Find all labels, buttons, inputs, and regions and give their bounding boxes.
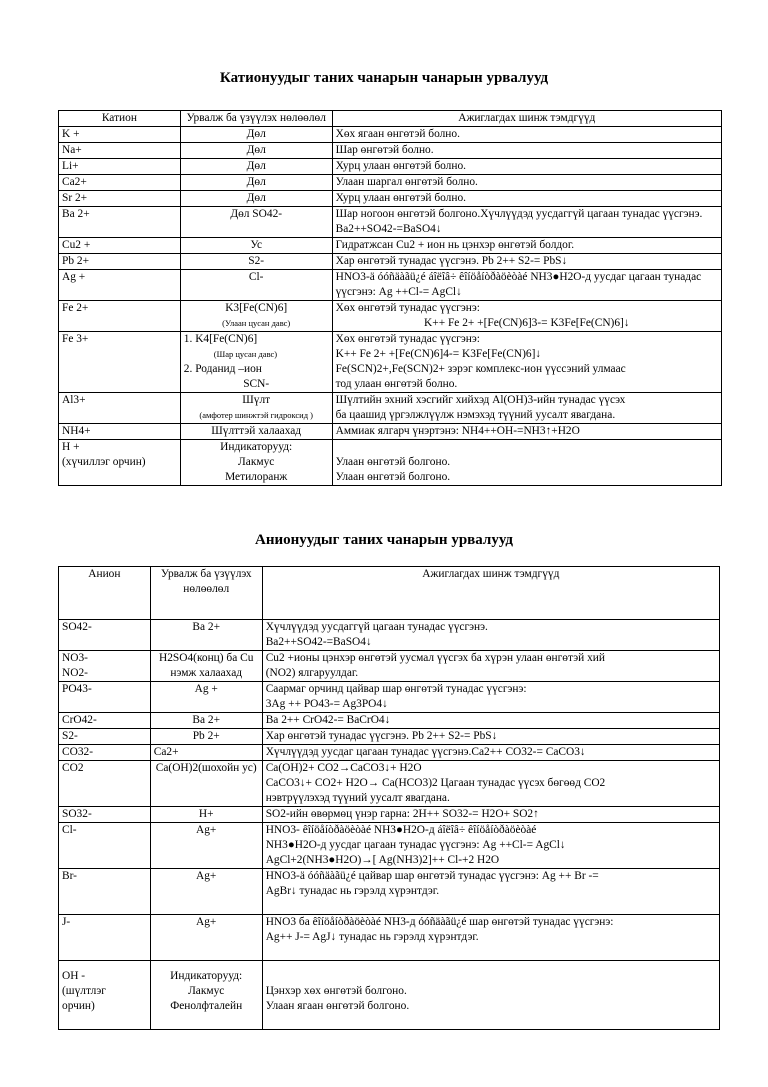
table-row [59, 254, 722, 270]
reagent-cell [180, 393, 332, 424]
observation-line: Ag++ J-= AgJ↓ тунадас нь гэрэлд хүрэнтдэг. [265, 931, 479, 943]
reagent-cell: Дөл [180, 143, 332, 159]
table-row [59, 682, 720, 713]
header-observation: Ажиглагдах шинж тэмдгүүд [262, 567, 719, 620]
observation-cell [262, 915, 719, 961]
ion-cell: Ba 2+ [59, 207, 181, 238]
observation-line: Шүлтийн эхний хэсгийг хийхэд Al(OH)3-ийн тунадас үүсэх [335, 394, 626, 406]
ion-cell: K + [59, 127, 181, 143]
ion-cell: SO32- [59, 807, 151, 823]
reagent-cell: Дөл [180, 127, 332, 143]
observation-line: HNO3 ба êîíöåíòðàöèòàé NH3-д óóñäàãü¿é шар өнгөтэй тунадас үүсгэнэ: [265, 916, 614, 928]
observation-line: HNO3-ä óóñäàãü¿é цайвар шар өнгөтэй тунадас үүсгэнэ: Ag ++ Br -= [265, 870, 599, 882]
observation-line: нэвтрүүлэхэд түүний уусалт явагдана. [265, 792, 450, 804]
observation-line: Улаан ягаан өнгөтэй болгоно. [265, 1000, 410, 1012]
observation-cell: HNO3-ä óóñäàãü¿é áîëîâ÷ êîíöåíòðàöèòàé NH3●H2O-д уусдаг цагаан тунадас үүсгэнэ: Ag ++Cl-= AgCl↓ [332, 270, 721, 301]
observation-line: K++ Fe 2+ +[Fe(CN)6]4-= K3Fe[Fe(CN)6]↓ [335, 348, 542, 360]
reagent-cell: Дөл [180, 159, 332, 175]
reagent-cell: Ag + [150, 682, 262, 713]
reagent-cell: Дөл [180, 175, 332, 191]
observation-line: (NO2) ялгаруулдаг. [265, 667, 359, 679]
observation-line: K++ Fe 2+ +[Fe(CN)6]3-= K3Fe[Fe(CN)6]↓ [424, 317, 630, 329]
observation-line: Fe(SCN)2+,Fe(SCN)2+ зэрэг комплекс-ион үүссэний улмаас [335, 363, 626, 375]
observation-cell [262, 651, 719, 682]
reagent-cell: Дөл SO42- [180, 207, 332, 238]
observation-line: AgCl+2(NH3●H2O)→[ Ag(NH3)2]++ Cl-+2 H2O [265, 854, 500, 866]
ion-cell: CO2 [59, 761, 151, 807]
observation-line: Ca(OH)2+ CO2→CaCO3↓+ H2O [265, 762, 422, 774]
ion-cell [59, 651, 151, 682]
observation-cell: Хурц улаан өнгөтэй болно. [332, 191, 721, 207]
reagent-cell: Ca(OH)2(шохойн ус) [150, 761, 262, 807]
ion-cell: Cu2 + [59, 238, 181, 254]
observation-cell [332, 332, 721, 393]
observation-cell [332, 440, 721, 486]
reagent-text: Лакмус [238, 456, 275, 468]
reagent-note: (Улаан цусан давс) [222, 318, 291, 328]
table-row [59, 961, 720, 1030]
ion-text: NO2- [62, 667, 88, 679]
reagent-text: 1. K4[Fe(CN)6] [183, 333, 258, 345]
table-row [59, 761, 720, 807]
table-row [59, 175, 722, 191]
observation-cell [262, 682, 719, 713]
reagent-text: Лакмус [188, 985, 225, 997]
table-row [59, 440, 722, 486]
table-row [59, 915, 720, 961]
ion-cell: Ag + [59, 270, 181, 301]
reagent-cell: Ag+ [150, 915, 262, 961]
observation-line: Улаан өнгөтэй болгоно. [335, 471, 451, 483]
reagent-text: Метилоранж [225, 471, 288, 483]
observation-cell: Гидратжсан Cu2 + ион нь цэнхэр өнгөтэй болдог. [332, 238, 721, 254]
observation-line: Хөх өнгөтэй тунадас үүсгэнэ: [335, 302, 480, 314]
reagent-cell: Ag+ [150, 823, 262, 869]
ion-cell: PO43- [59, 682, 151, 713]
ion-cell: CrO42- [59, 713, 151, 729]
reagent-cell [180, 440, 332, 486]
ion-cell: Pb 2+ [59, 254, 181, 270]
observation-cell: Хар өнгөтэй тунадас үүсгэнэ. Pb 2++ S2-= PbS↓ [262, 729, 719, 745]
ion-cell: Li+ [59, 159, 181, 175]
ion-text: OH - [62, 970, 86, 982]
table-row [59, 143, 722, 159]
table-row [59, 393, 722, 424]
table-row [59, 869, 720, 915]
table-row [59, 807, 720, 823]
reagent-cell: Cl- [180, 270, 332, 301]
observation-cell: Ba 2++ CrO42-= BaCrO4↓ [262, 713, 719, 729]
observation-cell: Шар ногоон өнгөтэй болгоно.Хүчлүүдэд уусдаггүй цагаан тунадас үүсгэнэ. Ba2++SO42-=BaSO4↓ [332, 207, 721, 238]
table-row [59, 729, 720, 745]
ion-text: H + [62, 441, 80, 453]
reagent-cell [150, 651, 262, 682]
table-row [59, 238, 722, 254]
observation-cell [262, 869, 719, 915]
reagent-text: 2. Роданид –ион [183, 363, 262, 375]
reagent-cell [180, 332, 332, 393]
ion-cell: Cl- [59, 823, 151, 869]
table-row [59, 270, 722, 301]
reagent-cell: Дөл [180, 191, 332, 207]
ion-cell: Fe 3+ [59, 332, 181, 393]
observation-cell: Хурц улаан өнгөтэй болно. [332, 159, 721, 175]
table-row [59, 745, 720, 761]
table-row [59, 127, 722, 143]
ion-cell: CO32- [59, 745, 151, 761]
table-row [59, 620, 720, 651]
cation-table-title: Катионуудыг таних чанарын чанарын урвалууд [219, 70, 549, 86]
reagent-cell: Ba 2+ [150, 713, 262, 729]
cation-table [58, 110, 722, 486]
header-ion: Катион [59, 111, 181, 127]
observation-cell: Шар өнгөтэй болно. [332, 143, 721, 159]
observation-line: HNO3- êîíöåíòðàöèòàé NH3●H2O-д áîëîâ÷ êîíöåíòðàöèòàé [265, 824, 537, 836]
table-row [59, 713, 720, 729]
ion-cell: J- [59, 915, 151, 961]
observation-cell: Аммиак ялгарч үнэртэнэ: NH4++OH-=NH3↑+H2O [332, 424, 721, 440]
header-reagent: Урвалж ба үзүүлэх нөлөөлөл [180, 111, 332, 127]
ion-text: (шүлтлэг [62, 985, 106, 997]
table-row [59, 207, 722, 238]
ion-text: NO3- [62, 652, 88, 664]
observation-line: Cu2 +ионы цэнхэр өнгөтэй уусмал үүсгэх ба хүрэн улаан өнгөтэй хий [265, 652, 605, 664]
observation-line: Саармаг орчинд цайвар шар өнгөтэй тунадас үүсгэнэ: [265, 683, 527, 695]
observation-line: AgBr↓ тунадас нь гэрэлд хүрэнтдэг. [265, 885, 440, 897]
observation-cell [262, 961, 719, 1030]
ion-cell: Al3+ [59, 393, 181, 424]
observation-line: Цэнхэр хөх өнгөтэй болгоно. [265, 985, 407, 997]
ion-cell [59, 961, 151, 1030]
reagent-text: K3[Fe(CN)6] [225, 302, 288, 314]
reagent-cell [150, 961, 262, 1030]
reagent-cell [180, 301, 332, 332]
observation-cell: Хөх ягаан өнгөтэй болно. [332, 127, 721, 143]
table-row [59, 823, 720, 869]
reagent-cell: H+ [150, 807, 262, 823]
header-observation: Ажиглагдах шинж тэмдгүүд [332, 111, 721, 127]
ion-cell [59, 440, 181, 486]
ion-cell: SO42- [59, 620, 151, 651]
observation-cell: SO2-ийн өвөрмөц үнэр гарна: 2H++ SO32-= H2O+ SO2↑ [262, 807, 719, 823]
ion-cell: NH4+ [59, 424, 181, 440]
table-row [59, 332, 722, 393]
observation-cell: Хар өнгөтэй тунадас үүсгэнэ. Pb 2++ S2-= PbS↓ [332, 254, 721, 270]
anion-table-title: Анионуудыг таних чанарын урвалууд [255, 532, 513, 548]
observation-cell [332, 393, 721, 424]
anion-table [58, 566, 720, 1030]
table-header-row [59, 567, 720, 620]
observation-line: Улаан өнгөтэй болгоно. [335, 456, 451, 468]
observation-cell [332, 301, 721, 332]
ion-cell: Sr 2+ [59, 191, 181, 207]
reagent-note: (Шар цусан давс) [213, 349, 278, 359]
ion-cell: Ca2+ [59, 175, 181, 191]
reagent-cell: S2- [180, 254, 332, 270]
header-ion: Анион [59, 567, 151, 620]
ion-cell: Fe 2+ [59, 301, 181, 332]
observation-line: тод улаан өнгөтэй болно. [335, 378, 458, 390]
observation-line: Ba2++SO42-=BaSO4↓ [265, 636, 372, 648]
observation-cell: Улаан шаргал өнгөтэй болно. [332, 175, 721, 191]
ion-text: (хүчиллэг орчин) [62, 456, 146, 468]
table-row [59, 651, 720, 682]
header-reagent: Урвалж ба үзүүлэх нөлөөлөл [150, 567, 262, 620]
ion-text: орчин) [62, 1000, 95, 1012]
observation-line: CaCO3↓+ CO2+ H2O→ Ca(HCO3)2 Цагаан тунадас үүсэх бөгөөд CO2 [265, 777, 606, 789]
table-row [59, 424, 722, 440]
reagent-text: нэмж халаахад [170, 667, 243, 679]
observation-line: NH3●H2O-д уусдаг цагаан тунадас үүсгэнэ: Ag ++Cl-= AgCl↓ [265, 839, 566, 851]
table-header-row [59, 111, 722, 127]
reagent-cell: Pb 2+ [150, 729, 262, 745]
observation-cell: Хүчлүүдэд уусдаг цагаан тунадас үүсгэнэ.Ca2++ CO32-= CaCO3↓ [262, 745, 719, 761]
reagent-text: Индикаторууд: [170, 970, 243, 982]
reagent-note: (амфотер шинжтэй гидроксид ) [199, 410, 314, 420]
reagent-text: Индикаторууд: [220, 441, 293, 453]
ion-cell: S2- [59, 729, 151, 745]
reagent-cell: Ag+ [150, 869, 262, 915]
observation-line: Хөх өнгөтэй тунадас үүсгэнэ: [335, 333, 480, 345]
reagent-text: SCN- [243, 378, 270, 390]
reagent-text: Шүлт [242, 394, 271, 406]
ion-cell: Na+ [59, 143, 181, 159]
reagent-cell: Ba 2+ [150, 620, 262, 651]
observation-cell [262, 823, 719, 869]
table-row [59, 159, 722, 175]
ion-cell: Br- [59, 869, 151, 915]
table-row [59, 191, 722, 207]
observation-line: Хүчлүүдэд уусдаггүй цагаан тунадас үүсгэнэ. [265, 621, 488, 633]
reagent-cell: Ус [180, 238, 332, 254]
observation-line: 3Ag ++ PO43-= Ag3PO4↓ [265, 698, 388, 710]
observation-cell [262, 761, 719, 807]
observation-cell [262, 620, 719, 651]
reagent-text: Фенолфталейн [170, 1000, 243, 1012]
reagent-cell: Ca2+ [150, 745, 262, 761]
reagent-text: H2SO4(конц) ба Cu [158, 652, 254, 664]
table-row [59, 301, 722, 332]
observation-line: ба цаашид үргэлжлүүлж нэмэхэд түүний уусалт явагдана. [335, 409, 616, 421]
reagent-cell: Шүлттэй халаахад [180, 424, 332, 440]
